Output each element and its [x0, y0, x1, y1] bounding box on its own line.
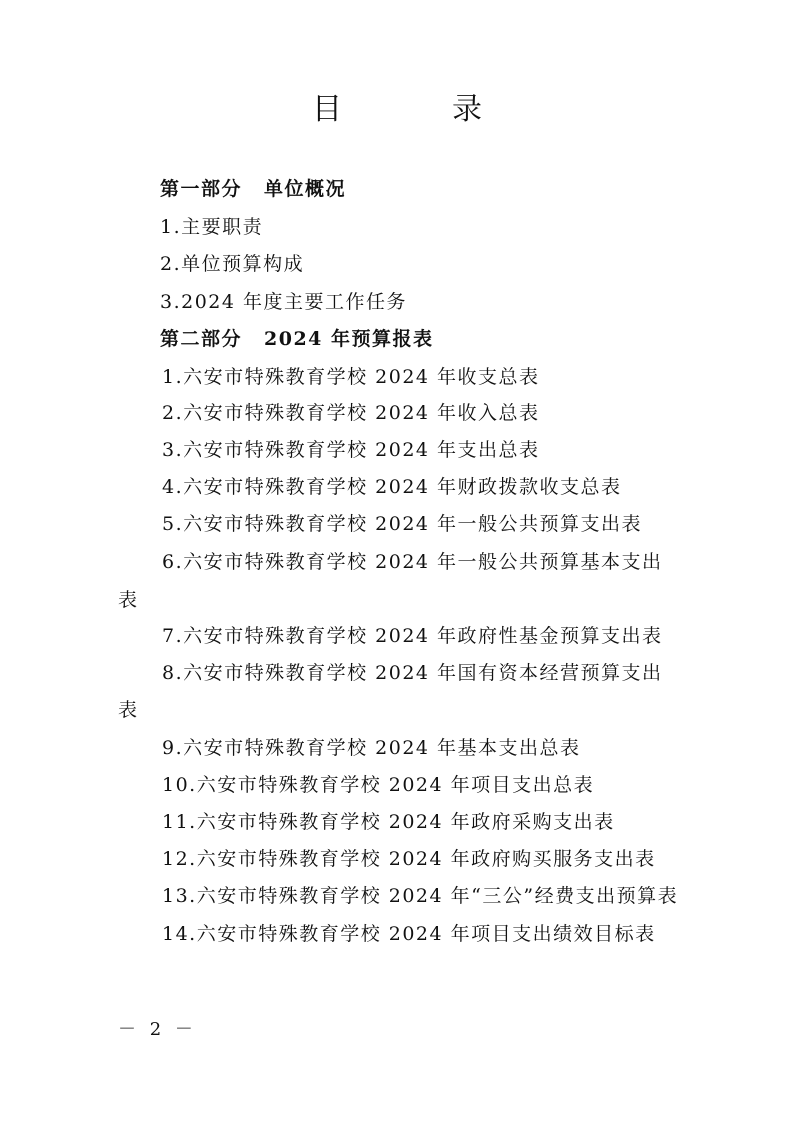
toc-item[interactable]: 8.六安市特殊教育学校 2024 年国有资本经营预算支出 [162, 662, 663, 684]
toc-item[interactable]: 6.六安市特殊教育学校 2024 年一般公共预算基本支出 [162, 551, 663, 573]
toc-item[interactable]: 10.六安市特殊教育学校 2024 年项目支出总表 [162, 774, 595, 796]
toc-item[interactable]: 11.六安市特殊教育学校 2024 年政府采购支出表 [162, 811, 615, 833]
toc-item[interactable]: 14.六安市特殊教育学校 2024 年项目支出绩效目标表 [162, 923, 656, 945]
toc-item[interactable]: 2.单位预算构成 [160, 253, 305, 275]
toc-item-continuation[interactable]: 表 [118, 589, 139, 611]
toc-item[interactable]: 5.六安市特殊教育学校 2024 年一般公共预算支出表 [162, 513, 643, 535]
toc-item-continuation[interactable]: 表 [118, 699, 139, 721]
page-title: 目 录 [312, 92, 522, 127]
toc-item[interactable]: 7.六安市特殊教育学校 2024 年政府性基金预算支出表 [162, 625, 663, 647]
toc-part-2-heading[interactable] [160, 326, 434, 352]
toc-item[interactable]: 3.六安市特殊教育学校 2024 年支出总表 [162, 439, 540, 461]
toc-part-1-label: 第一部分 [160, 178, 243, 200]
toc-part-1-name: 单位概况 [264, 178, 347, 200]
toc-item[interactable]: 1.主要职责 [160, 216, 264, 238]
toc-part-1-heading[interactable] [160, 176, 346, 202]
page-number: － 2 － [118, 1019, 197, 1040]
toc-item[interactable]: 13.六安市特殊教育学校 2024 年“三公”经费支出预算表 [162, 885, 679, 907]
toc-item[interactable]: 9.六安市特殊教育学校 2024 年基本支出总表 [162, 737, 581, 759]
toc-item[interactable]: 12.六安市特殊教育学校 2024 年政府购买服务支出表 [162, 848, 656, 870]
toc-item[interactable]: 4.六安市特殊教育学校 2024 年财政拨款收支总表 [162, 476, 622, 498]
toc-item[interactable]: 1.六安市特殊教育学校 2024 年收支总表 [162, 366, 540, 388]
toc-item[interactable]: 2.六安市特殊教育学校 2024 年收入总表 [162, 402, 540, 424]
toc-part-2-name: 2024 年预算报表 [264, 328, 434, 350]
toc-item[interactable]: 3.2024 年度主要工作任务 [160, 291, 408, 313]
toc-part-2-label: 第二部分 [160, 328, 243, 350]
